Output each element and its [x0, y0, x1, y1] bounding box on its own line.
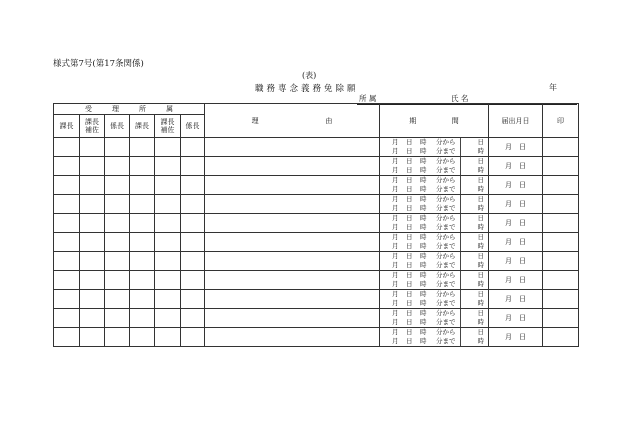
submission-date-cell[interactable]: 月 日 — [489, 290, 543, 309]
submission-date-header: 届出月日 — [489, 104, 543, 138]
reason-cell[interactable] — [205, 157, 380, 176]
assistant-chief-seal-cell[interactable] — [80, 176, 105, 195]
assistant-chief-seal-cell[interactable] — [80, 157, 105, 176]
submission-date-cell[interactable]: 月 日 — [489, 233, 543, 252]
subsection-chief-seal-cell[interactable] — [105, 328, 130, 347]
period-from-line: 月 日 時 分から 日 — [392, 328, 484, 336]
submission-date-cell[interactable]: 月 日 — [489, 176, 543, 195]
dept-section-chief-seal-cell[interactable] — [130, 309, 155, 328]
assistant-chief-header: 課長 補佐 — [155, 115, 181, 138]
period-header: 期 間 — [380, 104, 489, 138]
dept-section-chief-seal-cell[interactable] — [130, 271, 155, 290]
dept-section-chief-seal-cell[interactable] — [130, 252, 155, 271]
table-row — [54, 328, 579, 347]
dept-section-chief-seal-cell[interactable] — [130, 214, 155, 233]
dept-assistant-chief-seal-cell[interactable] — [155, 176, 181, 195]
subsection-chief-header: 係長 — [105, 115, 130, 138]
seal-cell[interactable] — [543, 233, 579, 252]
dept-subsection-chief-seal-cell[interactable] — [181, 157, 205, 176]
reason-cell[interactable] — [205, 214, 380, 233]
assistant-chief-seal-cell[interactable] — [80, 271, 105, 290]
dept-section-chief-seal-cell[interactable] — [130, 328, 155, 347]
section-chief-seal-cell[interactable] — [54, 233, 80, 252]
period-to-line: 月 日 時 分まで 時 — [392, 242, 484, 250]
dept-assistant-chief-seal-cell[interactable] — [155, 138, 181, 157]
period-from-line: 月 日 時 分から 日 — [392, 252, 484, 260]
dept-section-chief-seal-cell[interactable] — [130, 195, 155, 214]
section-chief-seal-cell[interactable] — [54, 290, 80, 309]
dept-assistant-chief-seal-cell[interactable] — [155, 290, 181, 309]
period-to-line: 月 日 時 分まで 時 — [392, 223, 484, 231]
subsection-chief-seal-cell[interactable] — [105, 271, 130, 290]
period-to-line: 月 日 時 分まで 時 — [392, 280, 484, 288]
reason-cell[interactable] — [205, 328, 380, 347]
dept-subsection-chief-seal-cell[interactable] — [181, 309, 205, 328]
section-chief-seal-cell[interactable] — [54, 214, 80, 233]
seal-cell[interactable] — [543, 290, 579, 309]
submission-date-cell[interactable]: 月 日 — [489, 271, 543, 290]
dept-subsection-chief-seal-cell[interactable] — [181, 271, 205, 290]
table-row — [54, 233, 579, 252]
period-from-line: 月 日 時 分から 日 — [392, 195, 484, 203]
period-from-line: 月 日 時 分から 日 — [392, 176, 484, 184]
section-chief-seal-cell[interactable] — [54, 176, 80, 195]
reason-cell[interactable] — [205, 252, 380, 271]
section-chief-seal-cell[interactable] — [54, 252, 80, 271]
assistant-chief-seal-cell[interactable] — [80, 138, 105, 157]
front-side-label: (表) — [302, 71, 317, 80]
subsection-chief-seal-cell[interactable] — [105, 233, 130, 252]
period-from-line: 月 日 時 分から 日 — [392, 157, 484, 165]
section-chief-seal-cell[interactable] — [54, 309, 80, 328]
assistant-chief-seal-cell[interactable] — [80, 309, 105, 328]
dept-subsection-chief-seal-cell[interactable] — [181, 214, 205, 233]
dept-subsection-chief-seal-cell[interactable] — [181, 328, 205, 347]
subsection-chief-seal-cell[interactable] — [105, 138, 130, 157]
dept-assistant-chief-seal-cell[interactable] — [155, 157, 181, 176]
assistant-chief-seal-cell[interactable] — [80, 252, 105, 271]
period-to-line: 月 日 時 分まで 時 — [392, 147, 484, 155]
seal-cell[interactable] — [543, 328, 579, 347]
subsection-chief-seal-cell[interactable] — [105, 309, 130, 328]
section-chief-seal-cell[interactable] — [54, 157, 80, 176]
period-from-line: 月 日 時 分から 日 — [392, 290, 484, 298]
period-to-line: 月 日 時 分まで 時 — [392, 318, 484, 326]
reason-cell[interactable] — [205, 233, 380, 252]
year-label: 年 — [549, 83, 557, 92]
subsection-chief-seal-cell[interactable] — [105, 195, 130, 214]
submission-date-cell[interactable]: 月 日 — [489, 157, 543, 176]
seal-cell[interactable] — [543, 138, 579, 157]
accepting-department-header: 受 理 所 属 — [54, 104, 205, 115]
period-cell[interactable] — [380, 252, 489, 271]
period-from-line: 月 日 時 分から 日 — [392, 271, 484, 279]
seal-cell[interactable] — [543, 252, 579, 271]
dept-assistant-chief-seal-cell[interactable] — [155, 271, 181, 290]
name-label: 氏 名 — [451, 94, 469, 103]
period-cell[interactable] — [380, 214, 489, 233]
table-row — [54, 138, 579, 157]
dept-assistant-chief-seal-cell[interactable] — [155, 252, 181, 271]
dept-section-chief-seal-cell[interactable] — [130, 157, 155, 176]
seal-cell[interactable] — [543, 214, 579, 233]
subsection-chief-seal-cell[interactable] — [105, 290, 130, 309]
reason-header: 理 由 — [205, 104, 380, 138]
seal-cell[interactable] — [543, 176, 579, 195]
dept-assistant-chief-seal-cell[interactable] — [155, 233, 181, 252]
assistant-chief-seal-cell[interactable] — [80, 290, 105, 309]
assistant-chief-seal-cell[interactable] — [80, 233, 105, 252]
seal-cell[interactable] — [543, 309, 579, 328]
section-chief-seal-cell[interactable] — [54, 195, 80, 214]
submission-date-cell[interactable]: 月 日 — [489, 138, 543, 157]
section-chief-seal-cell[interactable] — [54, 138, 80, 157]
seal-cell[interactable] — [543, 271, 579, 290]
table-row — [54, 195, 579, 214]
reason-cell[interactable] — [205, 195, 380, 214]
dept-section-chief-seal-cell[interactable] — [130, 138, 155, 157]
section-chief-seal-cell[interactable] — [54, 271, 80, 290]
period-cell[interactable] — [380, 233, 489, 252]
submission-date-cell[interactable]: 月 日 — [489, 214, 543, 233]
seal-header: 印 — [543, 104, 579, 138]
period-to-line: 月 日 時 分まで 時 — [392, 185, 484, 193]
period-cell[interactable] — [380, 328, 489, 347]
affiliation-label: 所 属 — [359, 94, 377, 103]
period-to-line: 月 日 時 分まで 時 — [392, 299, 484, 307]
assistant-chief-seal-cell[interactable] — [80, 195, 105, 214]
period-from-line: 月 日 時 分から 日 — [392, 214, 484, 222]
table-row — [54, 290, 579, 309]
section-chief-header: 課長 — [54, 115, 80, 138]
submission-date-cell[interactable]: 月 日 — [489, 328, 543, 347]
subsection-chief-seal-cell[interactable] — [105, 157, 130, 176]
subsection-chief-seal-cell[interactable] — [105, 176, 130, 195]
exemption-request-table — [53, 103, 579, 347]
table-row — [54, 214, 579, 233]
table-row — [54, 157, 579, 176]
period-to-line: 月 日 時 分まで 時 — [392, 166, 484, 174]
dept-section-chief-seal-cell[interactable] — [130, 176, 155, 195]
assistant-chief-seal-cell[interactable] — [80, 214, 105, 233]
dept-assistant-chief-seal-cell[interactable] — [155, 309, 181, 328]
section-chief-seal-cell[interactable] — [54, 328, 80, 347]
dept-assistant-chief-seal-cell[interactable] — [155, 328, 181, 347]
period-cell[interactable] — [380, 138, 489, 157]
subsection-chief-seal-cell[interactable] — [105, 214, 130, 233]
reason-cell[interactable] — [205, 176, 380, 195]
section-chief-header: 課長 — [130, 115, 155, 138]
assistant-chief-seal-cell[interactable] — [80, 328, 105, 347]
reason-cell[interactable] — [205, 290, 380, 309]
period-from-line: 月 日 時 分から 日 — [392, 309, 484, 317]
dept-assistant-chief-seal-cell[interactable] — [155, 214, 181, 233]
dept-subsection-chief-seal-cell[interactable] — [181, 138, 205, 157]
seal-cell[interactable] — [543, 157, 579, 176]
submission-date-cell[interactable]: 月 日 — [489, 309, 543, 328]
period-to-line: 月 日 時 分まで 時 — [392, 337, 484, 345]
period-to-line: 月 日 時 分まで 時 — [392, 204, 484, 212]
seal-cell[interactable] — [543, 195, 579, 214]
dept-section-chief-seal-cell[interactable] — [130, 290, 155, 309]
table-row — [54, 309, 579, 328]
period-cell[interactable] — [380, 176, 489, 195]
period-cell[interactable] — [380, 271, 489, 290]
period-to-line: 月 日 時 分まで 時 — [392, 261, 484, 269]
period-cell[interactable] — [380, 195, 489, 214]
dept-subsection-chief-seal-cell[interactable] — [181, 252, 205, 271]
dept-assistant-chief-seal-cell[interactable] — [155, 195, 181, 214]
table-row — [54, 252, 579, 271]
period-cell[interactable] — [380, 157, 489, 176]
period-from-line: 月 日 時 分から 日 — [392, 233, 484, 241]
subsection-chief-header: 係長 — [181, 115, 205, 138]
submission-date-cell[interactable]: 月 日 — [489, 252, 543, 271]
assistant-chief-header: 課長 補佐 — [80, 115, 105, 138]
dept-subsection-chief-seal-cell[interactable] — [181, 195, 205, 214]
period-from-line: 月 日 時 分から 日 — [392, 138, 484, 146]
document-title: 職務専念義務免除願 — [255, 84, 359, 94]
dept-section-chief-seal-cell[interactable] — [130, 233, 155, 252]
reason-cell[interactable] — [205, 271, 380, 290]
reason-cell[interactable] — [205, 309, 380, 328]
dept-subsection-chief-seal-cell[interactable] — [181, 233, 205, 252]
table-row — [54, 271, 579, 290]
form-number: 様式第7号(第17条関係) — [53, 59, 144, 69]
reason-cell[interactable] — [205, 138, 380, 157]
dept-subsection-chief-seal-cell[interactable] — [181, 176, 205, 195]
period-cell[interactable] — [380, 309, 489, 328]
subsection-chief-seal-cell[interactable] — [105, 252, 130, 271]
submission-date-cell[interactable]: 月 日 — [489, 195, 543, 214]
table-row — [54, 176, 579, 195]
dept-subsection-chief-seal-cell[interactable] — [181, 290, 205, 309]
period-cell[interactable] — [380, 290, 489, 309]
